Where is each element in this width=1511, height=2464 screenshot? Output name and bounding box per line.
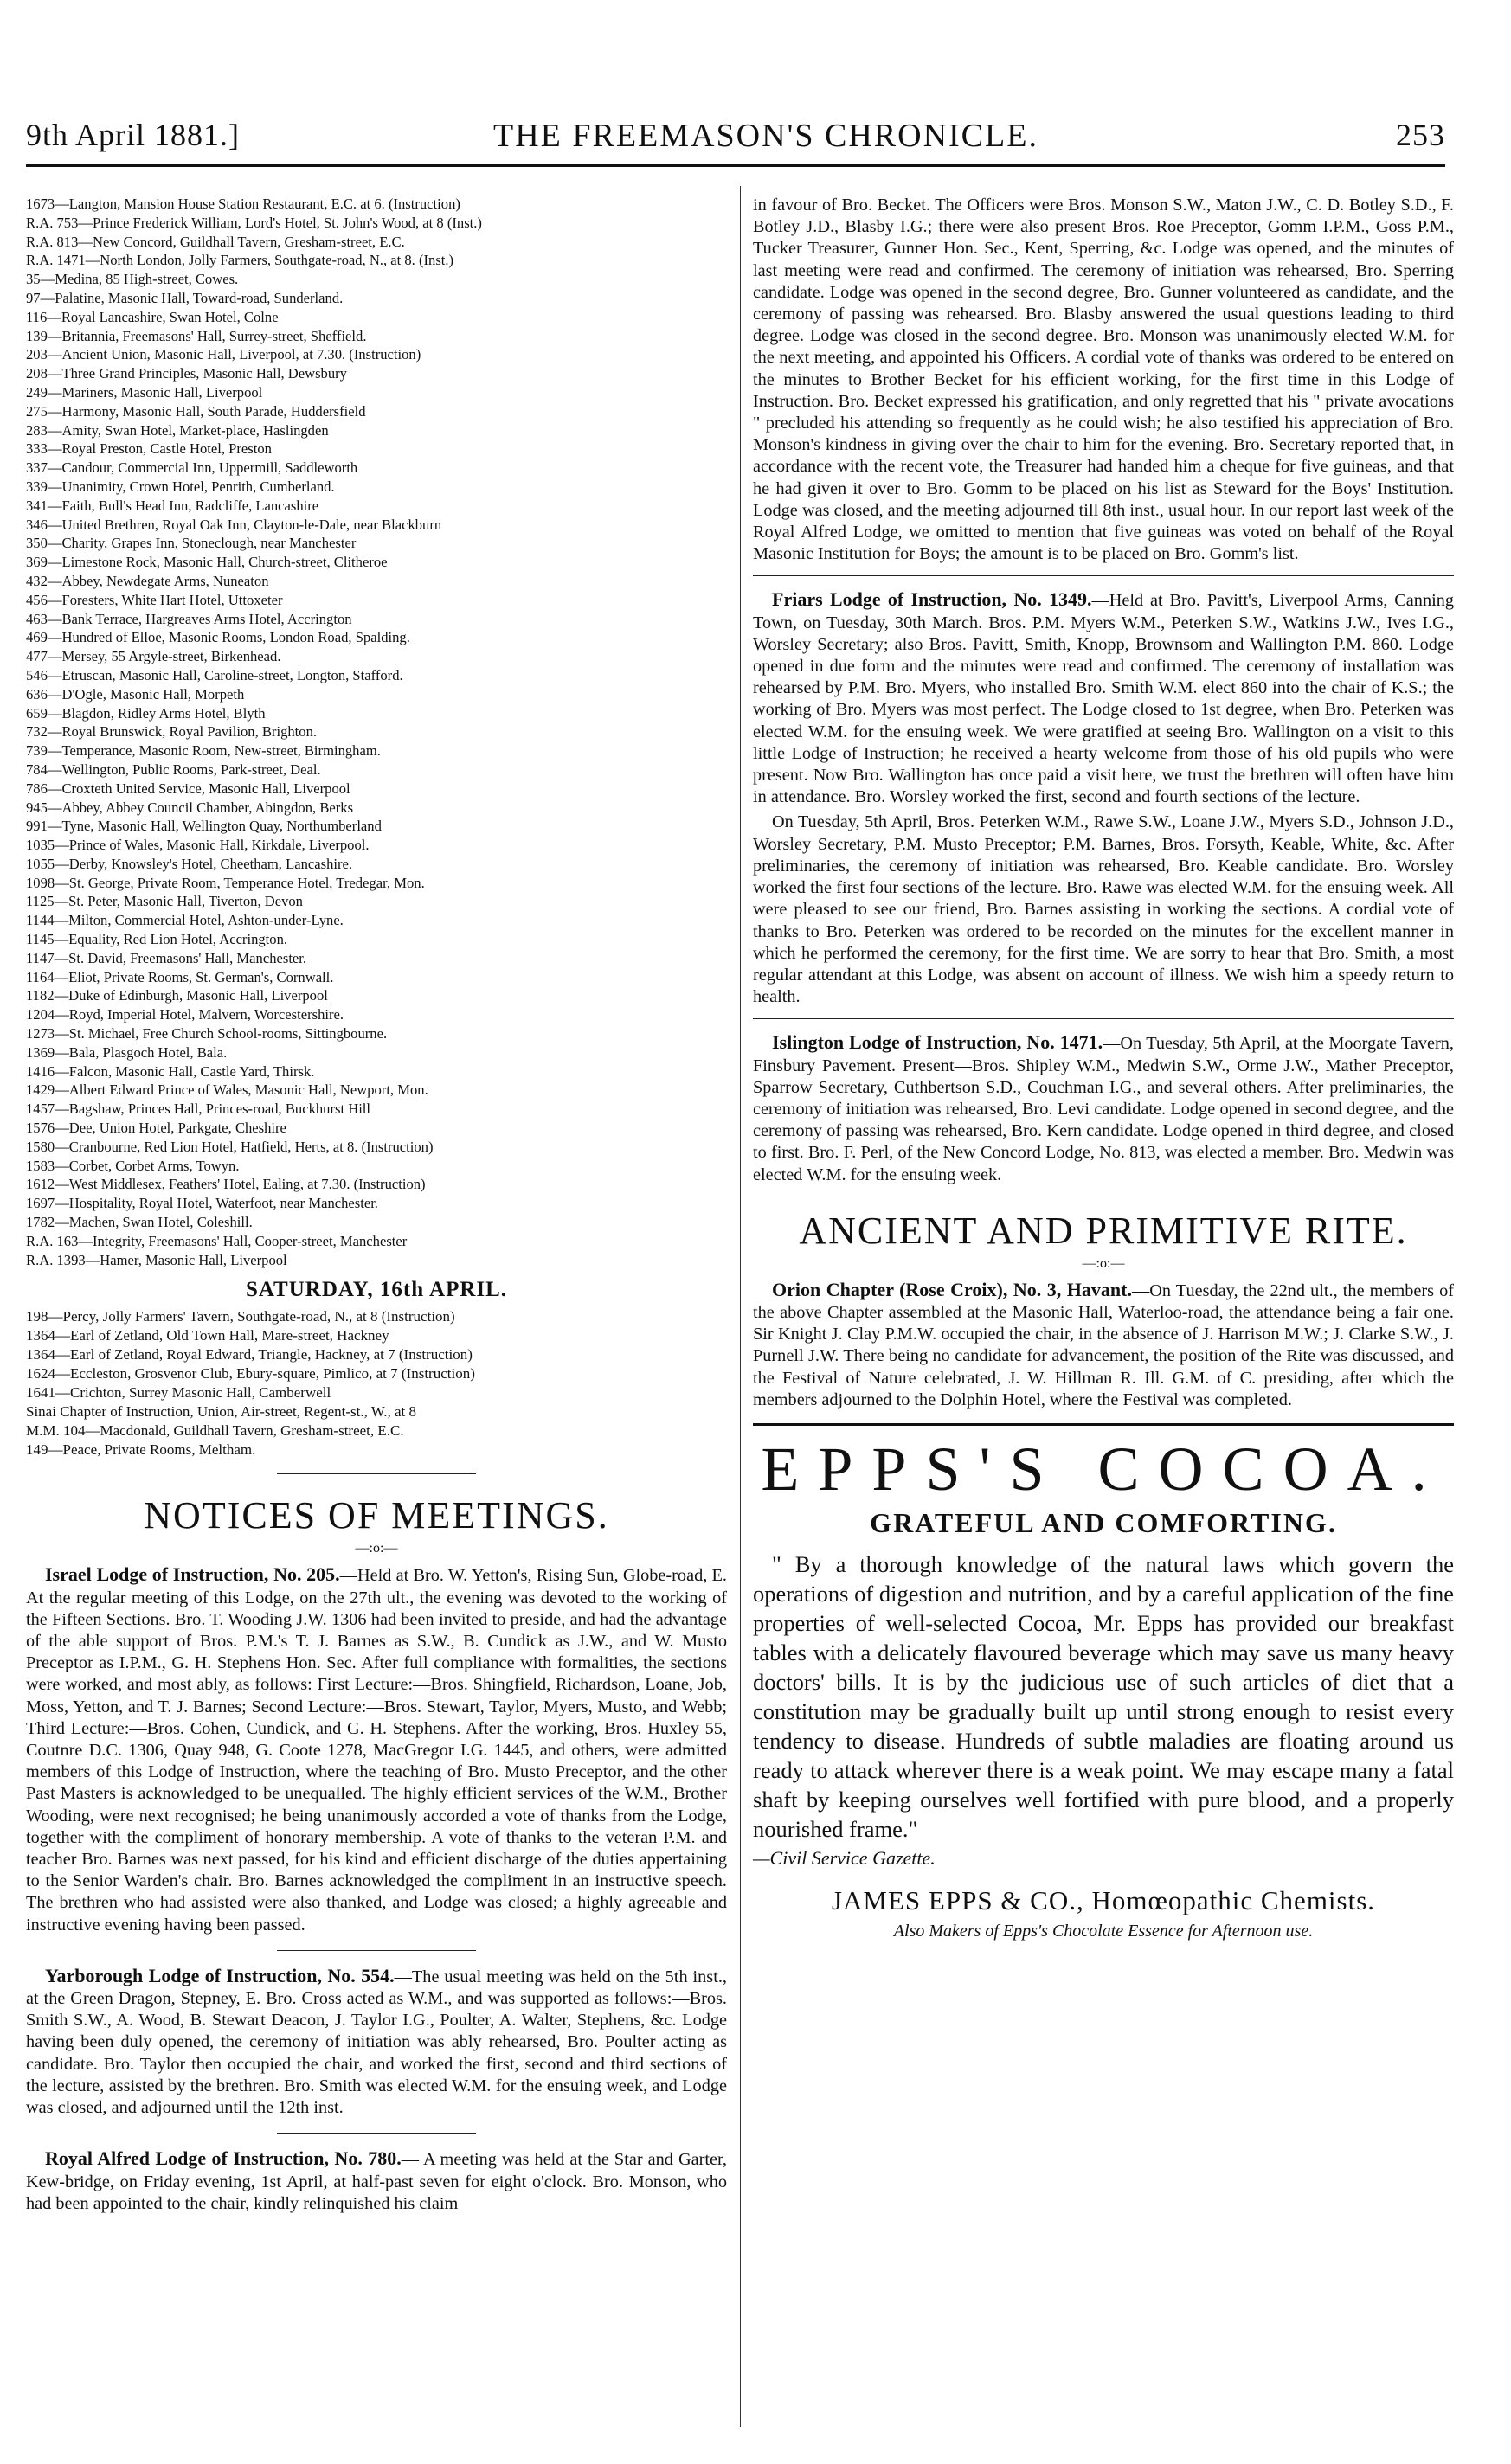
meeting-entry: 1429—Albert Edward Prince of Wales, Masonic Hall, Newport, Mon.	[26, 1081, 428, 1099]
saturday-entry: 198—Percy, Jolly Farmers' Tavern, Southgate-road, N., at 8 (Instruction)	[26, 1308, 455, 1325]
meeting-entry: 659—Blagdon, Ridley Arms Hotel, Blyth	[26, 704, 266, 722]
meeting-entry: 369—Limestone Rock, Masonic Hall, Church-street, Clitheroe	[26, 554, 388, 571]
meeting-entry: R.A. 163—Integrity, Freemasons' Hall, Cooper-street, Manchester	[26, 1232, 408, 1249]
section-divider	[277, 2133, 476, 2134]
meeting-entry: 283—Amity, Swan Hotel, Market-place, Haslingden	[26, 421, 329, 439]
meeting-entry: 945—Abbey, Abbey Council Chamber, Abingdon, Berks	[26, 799, 354, 816]
friars-text-2: On Tuesday, 5th April, Bros. Peterken W.M., Rawe S.W., Loane J.W., Myers S.D., Johnson J.D., Worsley Secretary, P.M. Musto Preceptor; P.M. Barnes, Bros. Forsyth, Keable, White, &c. After preliminaries, the ceremony of initiation was rehearsed, Bro. Keable candidate. Bro. Worsley worked the first four sections of the lecture. Bro. Rawe was elected W.M. for the ensuing week. All were pleased to see our friend, Bro. Barnes assisting in working the sections. A cordial vote of thanks to Bro. Peterken was ordered to be recorded on the minutes for the excellent manner in which he performed the ceremony, for the first time. We are sorry to hear that Bro. Smith, a most regular attendant at this Lodge, was absent on account of illness. We wish him a speedy return to health.	[753, 812, 1454, 1007]
notices-ornament: —:o:—	[355, 1541, 398, 1556]
israel-report	[26, 1563, 727, 1935]
meeting-entry: 1055—Derby, Knowsley's Hotel, Cheetham, Lancashire.	[26, 855, 353, 872]
orion-title: Orion Chapter (Rose Croix), No. 3, Havant.	[772, 1278, 1132, 1300]
friars-title: Friars Lodge of Instruction, No. 1349.	[772, 588, 1092, 611]
royal-alfred-continued-text: in favour of Bro. Becket. The Officers were Bros. Monson S.W., Maton J.W., C. D. Botley S.D., F. Botley J.D., Blasby I.G.; there were also present Bros. Roe Preceptor, Gomm I.P.M., Goss P.M., Tucker Treasurer, Gunner Hon. Sec., Kent, Sperring, &c. Lodge was opened, and the minutes of last meeting were read and confirmed. The ceremony of initiation was rehearsed, Bro. Sperring candidate. Lodge was opened in the second degree, Bro. Gunner volunteered as candidate, and the ceremony of passing was rehearsed. Bro. Blasby answered the usual questions leading to third degree. Lodge was closed in the second degree. Bro. Monson was unanimously elected W.M. for the next meeting, and appointed his Officers. A cordial vote of thanks was ordered to be entered on the minutes to Brother Becket for his efficient working, for the first time in this Lodge of Instruction. Bro. Becket expressed his gratification, and only regretted that his " private avocations " precluded his attending so frequently as he could wish; he also testified his appreciation of Bro. Monson's kindness in giving over the chair to him for the evening. Bro. Secretary reported that, in accordance with the recent vote, the Treasurer had handed him a cheque for five guineas, and that he had given it over to Bro. Gomm to be placed on his list as Steward for the Boys' Institution. Lodge was closed, and the meeting adjourned till 8th inst., usual hour. In our report last week of the Royal Alfred Lodge, we omitted to mention that five guineas was voted on behalf of the Royal Masonic Institution for Boys; the amount is to be placed on Bro. Gomm's list.	[753, 196, 1454, 564]
islington-report	[753, 1031, 1454, 1185]
meeting-entry: R.A. 1471—North London, Jolly Farmers, Southgate-road, N., at 8. (Inst.)	[26, 252, 454, 269]
meeting-entry: R.A. 1393—Hamer, Masonic Hall, Liverpool	[26, 1251, 287, 1268]
royal-alfred-report	[26, 2147, 727, 2215]
yarborough-report	[26, 1965, 727, 2119]
advert-company: JAMES EPPS & CO., Homœopathic Chemists.	[831, 1884, 1376, 1915]
saturday-entry: M.M. 104—Macdonald, Guildhall Tavern, Gresham-street, E.C.	[26, 1422, 404, 1440]
notices-heading: NOTICES OF MEETINGS.	[144, 1494, 609, 1537]
meeting-entry: 350—Charity, Grapes Inn, Stoneclough, near Manchester	[26, 535, 357, 552]
meeting-entry: 1147—St. David, Freemasons' Hall, Manchester.	[26, 949, 307, 966]
royal-alfred-continued	[753, 195, 1454, 565]
meeting-entry: 1416—Falcon, Masonic Hall, Castle Yard, Thirsk.	[26, 1062, 315, 1080]
section-rule	[753, 1018, 1454, 1019]
islington-title: Islington Lodge of Instruction, No. 1471.	[772, 1031, 1103, 1054]
meeting-entry: 456—Foresters, White Hart Hotel, Uttoxeter	[26, 591, 283, 608]
advert-also: Also Makers of Epps's Chocolate Essence for Afternoon use.	[893, 1921, 1314, 1941]
meeting-entry: 1182—Duke of Edinburgh, Masonic Hall, Liverpool	[26, 987, 328, 1004]
meeting-entry: 203—Ancient Union, Masonic Hall, Liverpool, at 7.30. (Instruction)	[26, 346, 421, 363]
meeting-entry: 1782—Machen, Swan Hotel, Coleshill.	[26, 1214, 253, 1231]
meeting-entry: 636—D'Ogle, Masonic Hall, Morpeth	[26, 685, 245, 703]
yarborough-title: Yarborough Lodge of Instruction, No. 554.	[45, 1964, 395, 1986]
orion-text: —On Tuesday, the 22nd ult., the members of the above Chapter assembled at the Masonic Hall, Waterloo-road, the attendance being a fair one. Sir Knight J. Clay P.M.W. occupied the chair, in the absence of J. Harrison M.W.; J. Clarke S.W., J. Purnell J.W. There being no candidate for advancement, the position of the Rite was discussed, and the Festival of Nature celebrated, J. W. Hillman R. Ill. G.M. of C. presiding, after which the members adjourned to the Dolphin Hotel, where the Festival was completed.	[753, 1280, 1454, 1409]
meeting-entry: 249—Mariners, Masonic Hall, Liverpool	[26, 383, 263, 401]
israel-text: —Held at Bro. W. Yetton's, Rising Sun, Globe-road, E. At the regular meeting of this Lodge, on the 27th ult., the evening was devoted to the working of the Fifteen Sections. Bro. T. Wooding J.W. 1306 had been invited to preside, and had the advantage of the able support of Bros. P.M.'s T. J. Barnes as S.W., B. Cundick as J.W., and W. Musto Preceptor as I.P.M., G. H. Stephens Hon. Sec. After full compliance with formalities, the sections were worked, and most ably, as follows: First Lecture:—Bros. Shingfield, Richardson, Loane, Job, Moss, Yetton, and T. J. Barnes; Second Lecture:—Bros. Stewart, Taylor, Myers, Musto, and Webb; Third Lecture:—Bros. Cohen, Cundick, and G. H. Stephens. After the working, Bros. Huxley 55, Coutnre D.C. 1306, Quay 948, G. Coote 1278, MacGregor I.G. 1445, and others, were admitted members of this Lodge of Instruction, where the teaching of Bro. Musto Preceptor, and the other Past Masters is acknowledged to be unequalled. The highly efficient services of the W.M., Brother Wooding, were next recognised; he being unanimously accorded a vote of thanks from the Lodge, together with the compliment of honorary membership. A vote of thanks to the veteran P.M. and teacher Bro. Barnes was next passed, for his kind and efficient discharge of the duties appertaining to the Senior Warden's chair. Bro. Barnes acknowledged the compliment in an instructive speech. The brethren who had assisted were also thanked, and Lodge was closed; a highly agreeable and instructive evening having been passed.	[26, 1566, 727, 1935]
royal-alfred-title: Royal Alfred Lodge of Instruction, No. 780.	[45, 2147, 402, 2170]
meeting-entry: 1612—West Middlesex, Feathers' Hotel, Ealing, at 7.30. (Instruction)	[26, 1176, 426, 1193]
section-rule	[753, 575, 1454, 576]
meeting-entry: 337—Candour, Commercial Inn, Uppermill, Saddleworth	[26, 459, 358, 477]
section-divider	[277, 1473, 476, 1474]
meeting-entry: 546—Etruscan, Masonic Hall, Caroline-street, Longton, Stafford.	[26, 666, 403, 683]
meeting-entry: 1145—Equality, Red Lion Hotel, Accrington.	[26, 931, 288, 948]
page-number: 253	[1396, 118, 1445, 152]
meeting-entry: 991—Tyne, Masonic Hall, Wellington Quay, Northumberland	[26, 818, 382, 835]
saturday-list	[26, 1307, 727, 1460]
meeting-entry: 1273—St. Michael, Free Church School-rooms, Sittingbourne.	[26, 1025, 388, 1043]
meeting-entry: 35—Medina, 85 High-street, Cowes.	[26, 271, 239, 288]
meeting-entry: 1576—Dee, Union Hotel, Parkgate, Cheshire	[26, 1120, 286, 1137]
issue-date: 9th April 1881.]	[26, 118, 240, 152]
meeting-entry: 341—Faith, Bull's Head Inn, Radcliffe, Lancashire	[26, 497, 319, 514]
meeting-entry: 97—Palatine, Masonic Hall, Toward-road, Sunderland.	[26, 289, 344, 306]
newspaper-title: THE FREEMASON'S CHRONICLE.	[493, 118, 1038, 154]
meeting-entry: 333—Royal Preston, Castle Hotel, Preston	[26, 440, 272, 458]
meeting-entry: 1164—Eliot, Private Rooms, St. German's, Cornwall.	[26, 968, 334, 985]
advert-body	[753, 1550, 1454, 1873]
saturday-entry: 1641—Crichton, Surrey Masonic Hall, Camberwell	[26, 1384, 331, 1402]
meeting-entry: R.A. 753—Prince Frederick William, Lord's Hotel, St. John's Wood, at 8 (Inst.)	[26, 214, 482, 231]
meeting-entry: 732—Royal Brunswick, Royal Pavilion, Brighton.	[26, 723, 318, 741]
meeting-entry: 1144—Milton, Commercial Hotel, Ashton-under-Lyne.	[26, 912, 344, 929]
saturday-entry: 1624—Eccleston, Grosvenor Club, Ebury-square, Pimlico, at 7 (Instruction)	[26, 1365, 475, 1383]
saturday-heading: SATURDAY, 16th APRIL.	[245, 1278, 508, 1302]
meeting-entry: 346—United Brethren, Royal Oak Inn, Clayton-le-Dale, near Blackburn	[26, 516, 442, 533]
meetings-list	[26, 195, 727, 1269]
yarborough-text: —The usual meeting was held on the 5th inst., at the Green Dragon, Stepney, E. Bro. Cross acted as W.M., and was supported as follows:—Bros. Smith S.W., A. Wood, B. Stewart Deacon, J. Taylor I.G., Poulter, A. Walter, Stephens, &c. Lodge having been duly opened, the ceremony of initiation was ably rehearsed, Bro. Poulter acting as candidate. Bro. Taylor then occupied the chair, and worked the first, second and third sections of the lecture, assisted by the brethren. Bro. Smith was elected W.M. for the ensuing week, and Lodge was closed, and adjourned until the 12th inst.	[26, 1967, 727, 2118]
meeting-entry: 1673—Langton, Mansion House Station Restaurant, E.C. at 6. (Instruction)	[26, 196, 460, 212]
friars-report	[753, 588, 1454, 1008]
meeting-entry: 339—Unanimity, Crown Hotel, Penrith, Cumberland.	[26, 478, 335, 495]
ancient-ornament: —:o:—	[1082, 1255, 1125, 1271]
friars-text: —Held at Bro. Pavitt's, Liverpool Arms, Canning Town, on Tuesday, 30th March. Bros. P.M. Myers W.M., Peterken S.W., Watkins J.W., Ives I.G., Worsley Secretary; also Bros. Pavitt, Smith, Knopp, Brownsom and Wallington P.M. 860. Lodge opened in due form and the minutes were read and confirmed. The ceremony of installation was rehearsed by P.M. Bro. Myers, who installed Bro. Smith W.M. elect 860 into the chair of K.S.; the working of Bro. Myers was most perfect. The Lodge closed to 1st degree, when Bro. Peterken was elected W.M. for the ensuing week. We were gratified at seeing Bro. Wallington on a visit to this little Lodge of Instruction; he received a hearty welcome from those of his old pupils who were present. Now Bro. Wallington has once paid a visit here, we trust the brethren will often have him in attendance. Bro. Worsley worked the first, second and fourth sections of the lecture.	[753, 591, 1454, 807]
saturday-entry: 1364—Earl of Zetland, Royal Edward, Triangle, Hackney, at 7 (Instruction)	[26, 1346, 473, 1364]
meeting-entry: 1035—Prince of Wales, Masonic Hall, Kirkdale, Liverpool.	[26, 837, 370, 854]
advert-text: " By a thorough knowledge of the natural laws which govern the operations of digestion and nutrition, and by a careful application of the fine properties of well-selected Cocoa, Mr. Epps has provided our breakfast tables with a delicately flavoured beverage which may save us many heavy doctors' bills. It is by the judicious use of such articles of diet that a constitution may be gradually built up until strong enough to resist every tendency to disease. Hundreds of subtle maladies are floating around us ready to attack wherever there is a weak point. We may escape many a fatal shaft by keeping ourselves well fortified with pure blood, and a properly nourished frame."	[753, 1550, 1454, 1842]
advert-headline: EPPS'S COCOA.	[761, 1434, 1446, 1504]
meeting-entry: 1583—Corbet, Corbet Arms, Towyn.	[26, 1157, 240, 1174]
saturday-entry: 1364—Earl of Zetland, Old Town Hall, Mare-street, Hackney	[26, 1327, 389, 1344]
header-rule	[26, 164, 1445, 167]
meeting-entry: 1204—Royd, Imperial Hotel, Malvern, Worcestershire.	[26, 1006, 344, 1023]
meeting-entry: 469—Hundred of Elloe, Masonic Rooms, London Road, Spalding.	[26, 629, 410, 646]
meeting-entry: 1369—Bala, Plasgoch Hotel, Bala.	[26, 1043, 228, 1061]
meeting-entry: 1098—St. George, Private Room, Temperance Hotel, Tredegar, Mon.	[26, 874, 425, 891]
ancient-heading: ANCIENT AND PRIMITIVE RITE.	[799, 1209, 1408, 1252]
meeting-entry: 463—Bank Terrace, Hargreaves Arms Hotel, Accrington	[26, 610, 352, 627]
meeting-entry: 1580—Cranbourne, Red Lion Hotel, Hatfield, Herts, at 8. (Instruction)	[26, 1138, 434, 1155]
islington-text: —On Tuesday, 5th April, at the Moorgate Tavern, Finsbury Pavement. Present—Bros. Shipley W.M., Medwin S.W., Orme J.W., Mather Preceptor, Sparrow Secretary, Cuthbertson S.D., Couchman I.G., and several others. After preliminaries, the ceremony of initiation was rehearsed, Bro. Levi candidate. Lodge opened in second degree, and the ceremony of passing was rehearsed, Bro. Kern candidate. Lodge opened in third degree, and closed to first. Bro. F. Perl, of the New Concord Lodge, No. 813, was elected a member. Bro. Medwin was elected W.M. for the ensuing week.	[753, 1034, 1454, 1184]
royal-alfred-text: — A meeting was held at the Star and Garter, Kew-bridge, on Friday evening, 1st April, at half-past seven for eight o'clock. Bro. Monson, who had been appointed to the chair, kindly relinquished his claim	[26, 2150, 727, 2213]
meeting-entry: R.A. 813—New Concord, Guildhall Tavern, Gresham-street, E.C.	[26, 233, 405, 250]
advert-source: —Civil Service Gazette.	[753, 1846, 936, 1869]
column-divider	[740, 186, 741, 2427]
right-column	[753, 195, 1454, 1941]
advert-rule	[753, 1423, 1454, 1426]
saturday-entry: 149—Peace, Private Rooms, Meltham.	[26, 1441, 256, 1459]
israel-title: Israel Lodge of Instruction, No. 205.	[45, 1563, 340, 1586]
meeting-entry: 739—Temperance, Masonic Room, New-street, Birmingham.	[26, 742, 381, 760]
meeting-entry: 786—Croxteth United Service, Masonic Hall, Liverpool	[26, 780, 350, 797]
meeting-entry: 1125—St. Peter, Masonic Hall, Tiverton, Devon	[26, 893, 303, 910]
section-divider	[277, 1950, 476, 1951]
meeting-entry: 1457—Bagshaw, Princes Hall, Princes-road, Buckhurst Hill	[26, 1100, 371, 1118]
meeting-entry: 116—Royal Lancashire, Swan Hotel, Colne	[26, 308, 279, 325]
meeting-entry: 208—Three Grand Principles, Masonic Hall, Dewsbury	[26, 365, 347, 382]
meeting-entry: 784—Wellington, Public Rooms, Park-street, Deal.	[26, 760, 321, 778]
meeting-entry: 139—Britannia, Freemasons' Hall, Surrey-street, Sheffield.	[26, 327, 367, 344]
meeting-entry: 1697—Hospitality, Royal Hotel, Waterfoot, near Manchester.	[26, 1195, 378, 1212]
advert-subline: GRATEFUL AND COMFORTING.	[870, 1506, 1337, 1538]
meeting-entry: 477—Mersey, 55 Argyle-street, Birkenhead.	[26, 648, 281, 665]
saturday-entry: Sinai Chapter of Instruction, Union, Air-street, Regent-st., W., at 8	[26, 1403, 417, 1421]
page-header	[26, 117, 1445, 169]
left-column	[26, 195, 727, 2218]
meeting-entry: 275—Harmony, Masonic Hall, South Parade, Huddersfield	[26, 402, 366, 420]
meeting-entry: 432—Abbey, Newdegate Arms, Nuneaton	[26, 572, 269, 589]
orion-report	[753, 1279, 1454, 1411]
